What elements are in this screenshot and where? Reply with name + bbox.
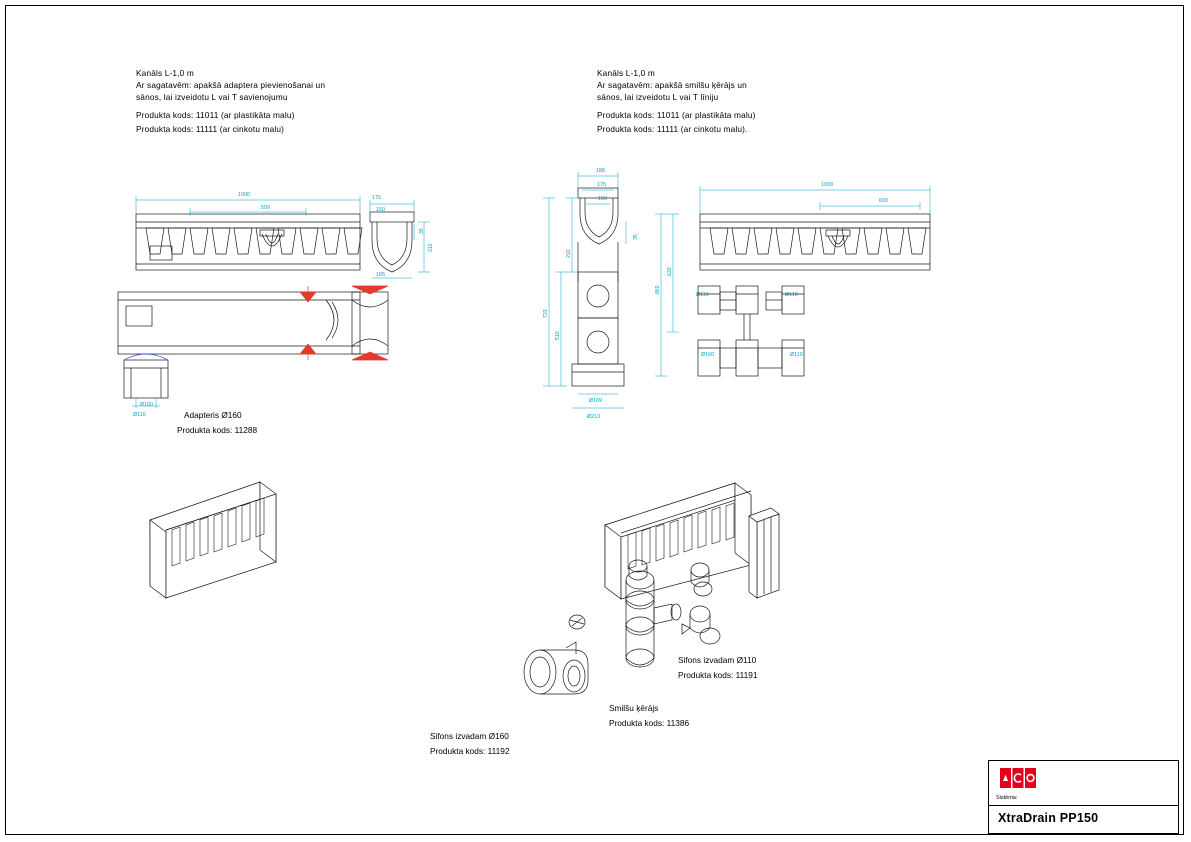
note-right-line-2: Ar sagatavēm: apakšā smilšu ķērājs un [597,80,747,90]
caption-sandtrap-line-1: Smilšu ķērājs [609,703,659,713]
dim-center-510: 510 [555,331,561,340]
dim-right-d160: Ø160 [701,352,715,358]
dim-right-600: 600 [879,198,888,204]
note-left-line-2: Ar sagatavēm: apakšā adaptera pievienošanai un [136,80,326,90]
caption-siphon160-line-2: Produkta kods: 11192 [430,746,510,756]
dim-left-section-150: 150 [376,207,385,213]
dim-right-860: 860 [655,285,661,294]
right-channel-3d [605,483,751,599]
dim-center-210: 210 [566,249,572,258]
dim-left-plan-1000: 1000 [238,192,250,198]
dim-center-150: 150 [598,196,607,202]
caption-siphon110-line-2: Produkta kods: 11191 [678,670,758,680]
caption-sandtrap-line-2: Produkta kods: 11386 [609,718,690,728]
dim-left-plan-500: 500 [261,205,270,211]
note-right-line-1: Kanāls L-1,0 m [597,68,655,78]
dim-center-188: 188 [596,168,605,174]
caption-siphon160-line-1: Sifons izvadam Ø160 [430,731,509,741]
left-adapter-detail [124,354,168,408]
dim-right-620: 620 [667,267,673,276]
note-left-line-3: sānos, lai izveidotu L vai T savienojumu [136,92,288,102]
left-channel-3d [150,482,276,598]
small-ring-parts-3d [569,615,585,629]
title-block-system-label: Sistēma: [996,795,1018,801]
dim-center-35: 35 [633,234,639,240]
right-tee-assembly [698,286,804,376]
left-channel-elevation [136,214,362,270]
left-section-plan-bottom [352,286,388,360]
note-right-line-3: sānos, lai izveidotu L vai T līniju [597,92,719,102]
aco-logo-icon [1000,768,1038,790]
caption-adapter-line-1: Adapteris Ø160 [184,410,242,420]
dim-left-section-175: 175 [372,195,381,201]
caption-siphon110-line-1: Sifons izvadam Ø110 [678,655,757,665]
dim-left-section-210: 210 [428,243,434,252]
dim-center-175: 175 [597,182,606,188]
dim-center-d169: Ø169 [589,398,603,404]
note-left-line-1: Kanāls L-1,0 m [136,68,194,78]
dim-center-723: 723 [543,309,549,318]
dim-right-d110-c: Ø110 [790,352,803,358]
dim-left-adapter-d160: Ø160 [140,402,154,408]
dim-left-section-185: 185 [376,272,385,278]
dim-left-adapter-d110: Ø110 [133,412,146,418]
dim-right-1000: 1000 [821,182,833,188]
dim-left-section-35: 35 [419,228,425,234]
right-channel-elevation [700,214,930,270]
left-cross-section [370,212,414,272]
dim-right-d110-a: Ø110 [696,292,709,298]
title-block-divider [989,805,1178,806]
caption-adapter-line-2: Produkta kods: 11288 [177,425,258,435]
note-left-line-5: Produkta kods: 11111 (ar cinkotu malu) [136,124,285,134]
dim-right-d110-b: Ø110 [785,292,798,298]
center-sandtrap-section [572,188,624,386]
dim-center-d213: Ø213 [587,414,601,420]
siphon160-3d [524,642,588,694]
title-block-product-name: XtraDrain PP150 [998,811,1099,825]
note-right-line-4: Produkta kods: 11011 (ar plastikāta malu) [597,110,756,120]
left-channel-plan [118,286,360,360]
note-left-line-4: Produkta kods: 11011 (ar plastikāta malu) [136,110,295,120]
sandtrap-3d [749,508,779,598]
note-right-line-5: Produkta kods: 11111 (ar cinkotu malu). [597,124,748,134]
